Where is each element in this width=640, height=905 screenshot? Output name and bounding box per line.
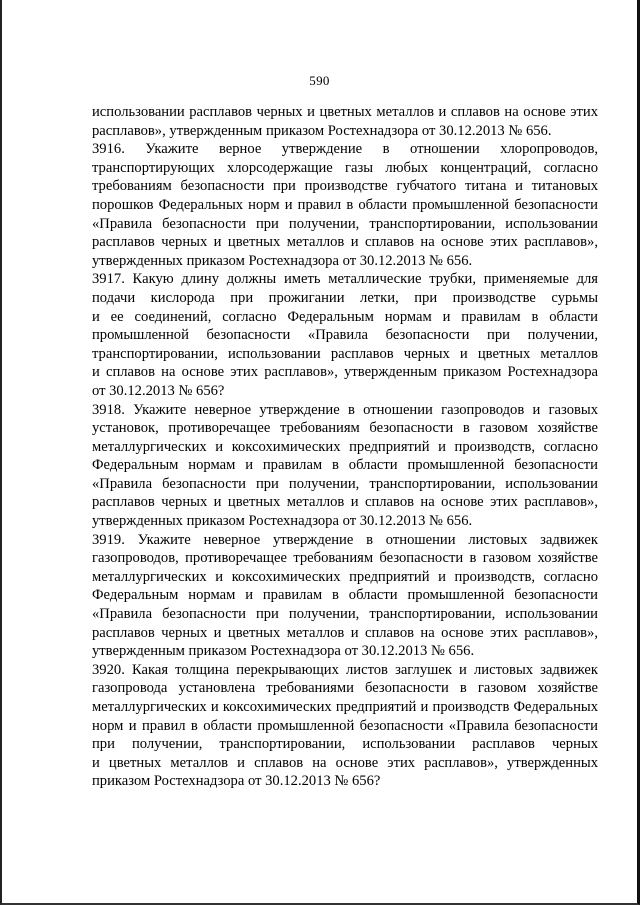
text-line: использовании расплавов черных и цветных металлов и сплавов на основе этих — [92, 104, 598, 120]
text-line: 3916. Укажите верное утверждение в отношении хлоропроводов, — [92, 141, 598, 158]
text-line: газопроводов, противоречащее требованиям безопасности в газовом хозяйстве — [92, 550, 598, 567]
paragraph-q3919 — [92, 531, 598, 661]
text-line: утвержденным приказом Ростехнадзора от 30.12.2013 № 656. — [92, 643, 475, 660]
text-line: и цветных металлов и сплавов на основе этих расплавов», утвержденных — [92, 754, 598, 771]
document-body — [92, 103, 598, 791]
text-line: установок, противоречащее требованиям безопасности в газовом хозяйстве — [92, 420, 598, 437]
text-line: металлургических и коксохимических предприятий и производств, согласно — [92, 568, 598, 585]
text-line: расплавов черных и цветных металлов и сплавов на основе этих расплавов», — [92, 624, 598, 641]
text-line: 3918. Укажите неверное утверждение в отношении газопроводов и газовых — [92, 401, 598, 418]
text-line: 3917. Какую длину должны иметь металлические трубки, применяемые для — [92, 271, 598, 288]
paragraph-q3920 — [92, 661, 598, 791]
paragraph-continuation — [92, 103, 598, 140]
text-line: расплавов черных и цветных металлов и сплавов на основе этих расплавов», — [92, 494, 598, 511]
text-line: 3920. Какая толщина перекрывающих листов заглушек и листовых задвижек — [92, 661, 598, 678]
text-line: расплавов», утвержденным приказом Ростехнадзора от 30.12.2013 № 656. — [92, 122, 552, 139]
paragraph-q3918 — [92, 401, 598, 531]
text-line: норм и правил в области промышленной безопасности «Правила безопасности — [92, 717, 598, 734]
text-line: и сплавов на основе этих расплавов», утвержденным приказом Ростехнадзора — [92, 364, 598, 381]
text-line: утвержденных приказом Ростехнадзора от 30.12.2013 № 656. — [92, 513, 473, 530]
text-line: Федеральным нормам и правилам в области промышленной безопасности — [92, 587, 598, 604]
text-line: от 30.12.2013 № 656? — [92, 382, 225, 399]
text-line: «Правила безопасности при получении, транспортировании, использовании — [92, 215, 598, 232]
paragraph-q3916 — [92, 140, 598, 270]
text-line: расплавов черных и цветных металлов и сплавов на основе этих расплавов», — [92, 234, 598, 251]
text-line: 3919. Укажите неверное утверждение в отношении листовых задвижек — [92, 531, 598, 548]
text-line: требованиям безопасности при производстве губчатого титана и титановых — [92, 178, 598, 195]
text-line: утвержденных приказом Ростехнадзора от 30.12.2013 № 656. — [92, 252, 473, 269]
text-line: «Правила безопасности при получении, транспортировании, использовании — [92, 475, 598, 492]
text-line: транспортирующих хлорсодержащие газы любых концентраций, согласно — [92, 159, 598, 176]
page-number: 590 — [309, 73, 330, 88]
text-line: и ее соединений, согласно Федеральным нормам и правилам в области — [92, 308, 598, 325]
text-line: «Правила безопасности при получении, транспортировании, использовании — [92, 606, 598, 623]
text-line: металлургических и коксохимических предприятий и производств, согласно — [92, 438, 598, 455]
text-line: газопровода установлена требованиями безопасности в газовом хозяйстве — [92, 680, 598, 697]
paragraph-q3917 — [92, 270, 598, 400]
text-line: транспортировании, использовании расплавов черных и цветных металлов — [92, 345, 598, 362]
text-line: металлургических и коксохимических предприятий и производств Федеральных — [92, 699, 598, 715]
text-line: приказом Ростехнадзора от 30.12.2013 № 656? — [92, 773, 381, 790]
text-line: порошков Федеральных норм и правил в области промышленной безопасности — [92, 196, 598, 213]
text-line: промышленной безопасности «Правила безопасности при получении, — [92, 327, 598, 344]
text-line: Федеральным нормам и правилам в области промышленной безопасности — [92, 457, 598, 474]
text-line: подачи кислорода при прожигании летки, при производстве сурьмы — [92, 289, 598, 306]
text-line: при получении, транспортировании, использовании расплавов черных — [92, 736, 598, 753]
